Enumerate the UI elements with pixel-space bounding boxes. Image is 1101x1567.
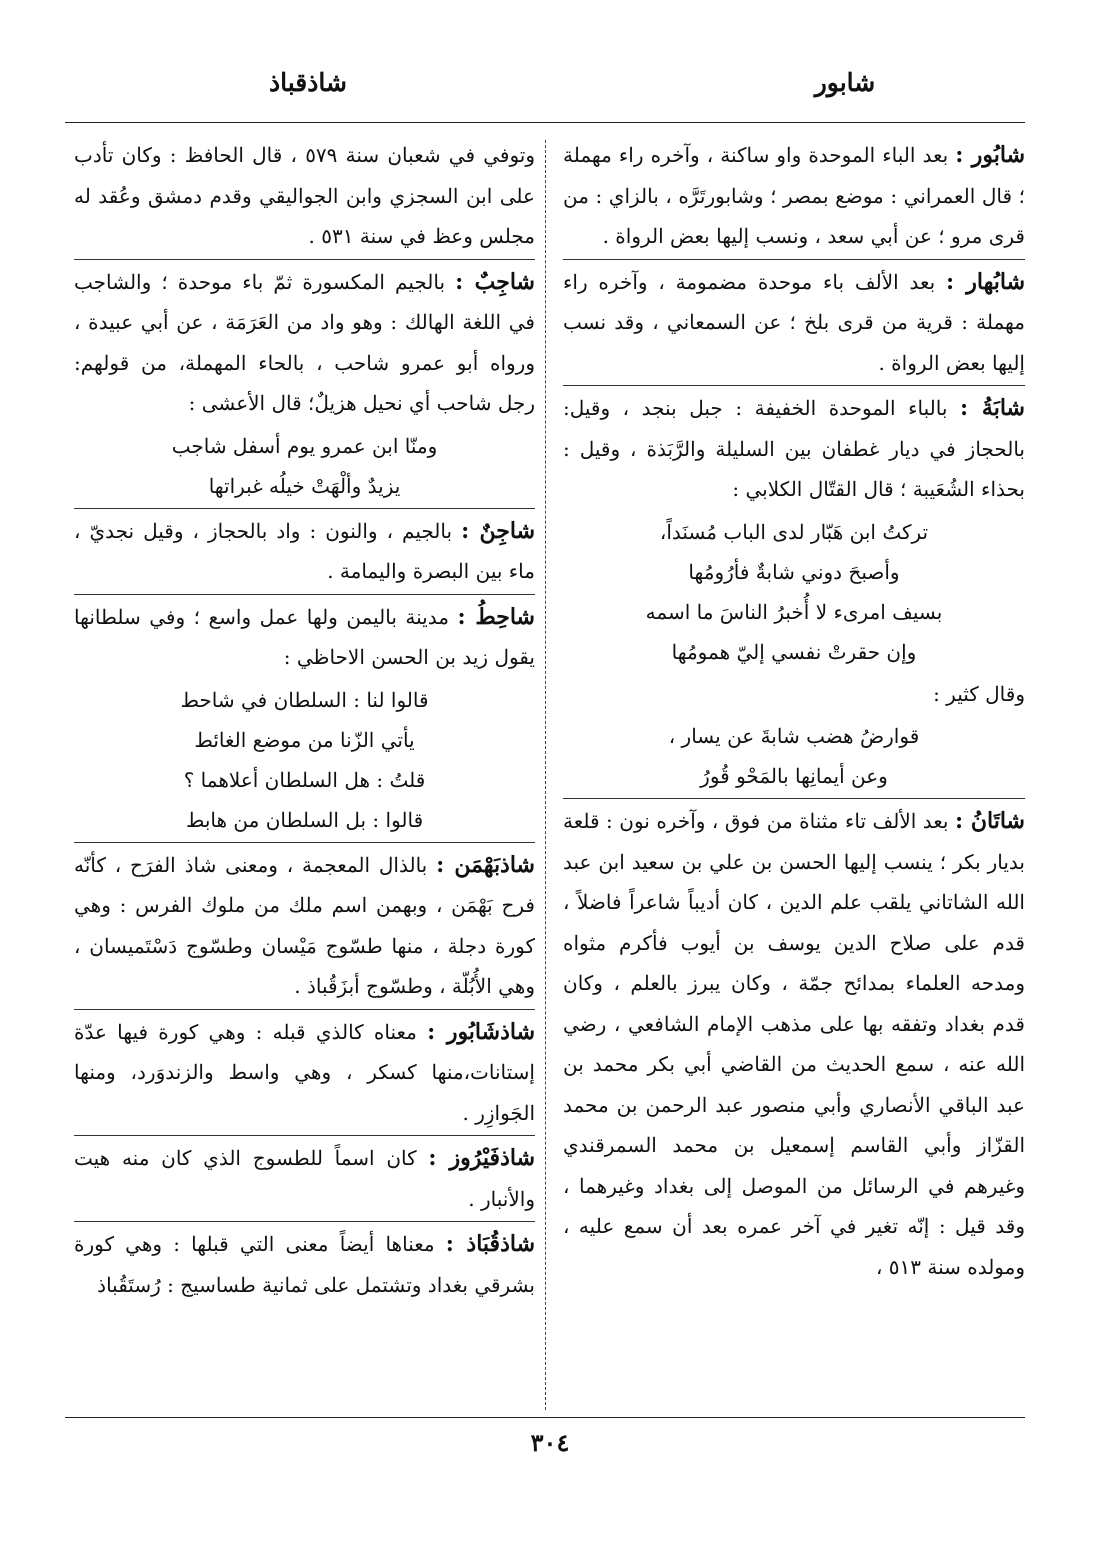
entry-shatan	[563, 798, 1025, 1287]
running-header-left: شاذقباذ	[269, 68, 347, 97]
verse-block	[74, 426, 535, 506]
verse-intro: وقال كثير :	[933, 681, 1025, 706]
headword: شاتَانُ :	[954, 808, 1025, 834]
headword: شابُهار :	[946, 268, 1025, 295]
verse-line: وإن حقرتْ نفسي إليّ همومُها	[671, 639, 917, 664]
entry-text: كان اسماً للطسوج الذي كان منه هيت والأنبار .	[74, 1146, 535, 1211]
entry-shadhqubadh	[74, 1221, 535, 1305]
entry-shajib	[74, 259, 535, 506]
verse-line: ومنّا ابن عمرو يوم أسفل شاجب	[171, 433, 438, 458]
headword: شاذبَهْمَن :	[436, 851, 535, 878]
entry-text: بالجيم المكسورة ثمّ باء موحدة ؛ والشاجب في اللغة الهالك : وهو واد من العَرَمَة ، عن أبي عبيدة ، ورواه أبو عمرو شاحب ، بالحاء المهملة، من قولهم: رجل شاحب أي نحيل هزيلٌ؛ قال الأعشى :	[74, 269, 535, 415]
verse-line: قالوا لنا : السلطان في شاحط	[180, 687, 429, 712]
footer-rule	[65, 1417, 1025, 1418]
continued-entry: وتوفي في شعبان سنة ٥٧٩ ، قال الحافظ : وكان تأدب على ابن السجزي وابن الجواليقي وقدم دمشق وعُقد له مجلس وعظ في سنة ٥٣١ .	[74, 143, 536, 248]
entry-shaba	[563, 385, 1025, 796]
headword: شابَةُ :	[959, 395, 1025, 421]
entry-text: معناها أيضاً معنى التي قبلها : وهي كورة بشرقي بغداد وتشتمل على ثمانية طساسيج : رُستَقُباذ	[74, 1232, 535, 1297]
headword: شاذقُبَاذ :	[445, 1231, 536, 1257]
headword: شاذشَابُور :	[427, 1018, 536, 1045]
verse-block	[563, 512, 1025, 672]
verse-line: قوارضُ هضب شابةَ عن يسار ،	[668, 724, 920, 748]
left-column	[74, 135, 535, 1305]
running-header-right: شابور	[814, 68, 876, 97]
headword: شاجِبٌ :	[455, 268, 535, 295]
entry-text: بعد الألف تاء مثناة من فوق ، وآخره نون : قلعة بديار بكر ؛ ينسب إليها الحسن بن علي بن سعيد ابن عبد الله الشاتاني يلقب علم الدين ، كان أديباً شاعراً فاضلاً ، قدم على صلاح الدين يوسف بن أيوب فأكرم مثواه ومدحه العلماء بمدائح جمّة ، وكان يبرز بالعلم ، وكان قدم بغداد وتفقه بها على مذهب الإمام الشافعي ، رضي الله عنه ، سمع الحديث من القاضي أبي بكر محمد بن عبد الباقي الأنصاري وأبي منصور عبد الرحمن بن محمد القزّاز وأبي القاسم إسمعيل بن محمد السمرقندي وغيرهم في الرسائل من الموصل إلى بغداد وغيرهما ، وقد قيل : إنّه تغير في آخر عمره بعد أن سمع عليه ، ومولده سنة ٥١٣ ،	[563, 809, 1025, 1279]
verse-line: يزيدٌ وألْهَتْ خيلُه غبراتها	[208, 473, 401, 498]
entry-text: بعد الألف باء موحدة مضمومة ، وآخره راء مهملة : قرية من قرى بلخ ؛ عن السمعاني ، وقد نسب إليها بعض الرواة .	[563, 269, 1025, 375]
entry-shajin	[74, 508, 535, 592]
verse-block	[563, 716, 1025, 796]
verse-line: وعن أيمانِها بالمَحْو قُورُ	[700, 764, 888, 788]
entry-text: معناه كالذي قبله : وهي كورة فيها عدّة إستانات،منها كسكر ، وهي واسط والزندوَرد، ومنها الجَوازِر .	[74, 1019, 535, 1125]
verse-line: قلتُ : هل السلطان أعلاهما ؟	[183, 767, 426, 792]
column-separator	[545, 140, 546, 1410]
entry-text: مدينة باليمن ولها عمل واسع ؛ وفي سلطانها يقول زيد بن الحسن الاحاظي :	[74, 604, 535, 669]
verse-line: تركتُ ابن هَبّار لدى الباب مُسنَداً،	[659, 519, 929, 544]
verse-block	[74, 680, 535, 840]
entry-text: بالباء الموحدة الخفيفة : جبل بنجد ، وقيل: بالحجاز في ديار غطفان بين السليلة والرَّبَذة ، وقيل : بحذاء الشُعَيبة ؛ قال القتّال الكلابي :	[563, 396, 1025, 501]
headword: شاحِطُ :	[457, 603, 535, 630]
verse-line: وأصبحَ دوني شابةٌ فأرُومُها	[688, 559, 900, 584]
header-rule	[65, 122, 1025, 123]
headword: شابُور :	[955, 142, 1026, 168]
entry-shadhshabur	[74, 1009, 535, 1134]
entry-text: بالجيم ، والنون : واد بالحجاز ، وقيل نجديّ ، ماء بين البصرة واليمامة .	[74, 518, 535, 583]
page-number: ٣٠٤	[530, 1428, 570, 1457]
verse-line: يأتي الزّنا من موضع الغائط	[194, 727, 415, 752]
entry-shadhfiruz	[74, 1135, 535, 1219]
headword: شاذفَيْرُوز :	[428, 1145, 535, 1171]
entry-text: بالذال المعجمة ، ومعنى شاذ الفرَح ، كأنّه فرح بَهْمَن ، وبهمن اسم ملك من ملوك الفرس : وهي كورة دجلة ، منها طسّوج مَيْسان وطسّوج دَسْتَميسان ، وهي الأُبُلّة ، وطسّوج أبزَقُباذ .	[74, 852, 535, 998]
verse-line: بسيف امرىء لا أُخبرُ الناسَ ما اسمه	[645, 599, 943, 624]
entry-shadhbahman	[74, 842, 535, 1007]
entry-shabur	[563, 135, 1025, 257]
right-column	[563, 135, 1025, 1287]
verse-line: قالوا : بل السلطان من هابط	[185, 807, 424, 832]
entry-shahit	[74, 594, 535, 840]
headword: شاجِنٌ :	[461, 517, 536, 544]
entry-text: بعد الباء الموحدة واو ساكنة ، وآخره راء مهملة ؛ قال العمراني : موضع بمصر ؛ وشابورتَرَّه ، بالزاي : من قرى مرو ؛ عن أبي سعد ، ونسب إليها بعض الرواة .	[563, 143, 1025, 248]
entry-shabuhar	[563, 259, 1025, 384]
